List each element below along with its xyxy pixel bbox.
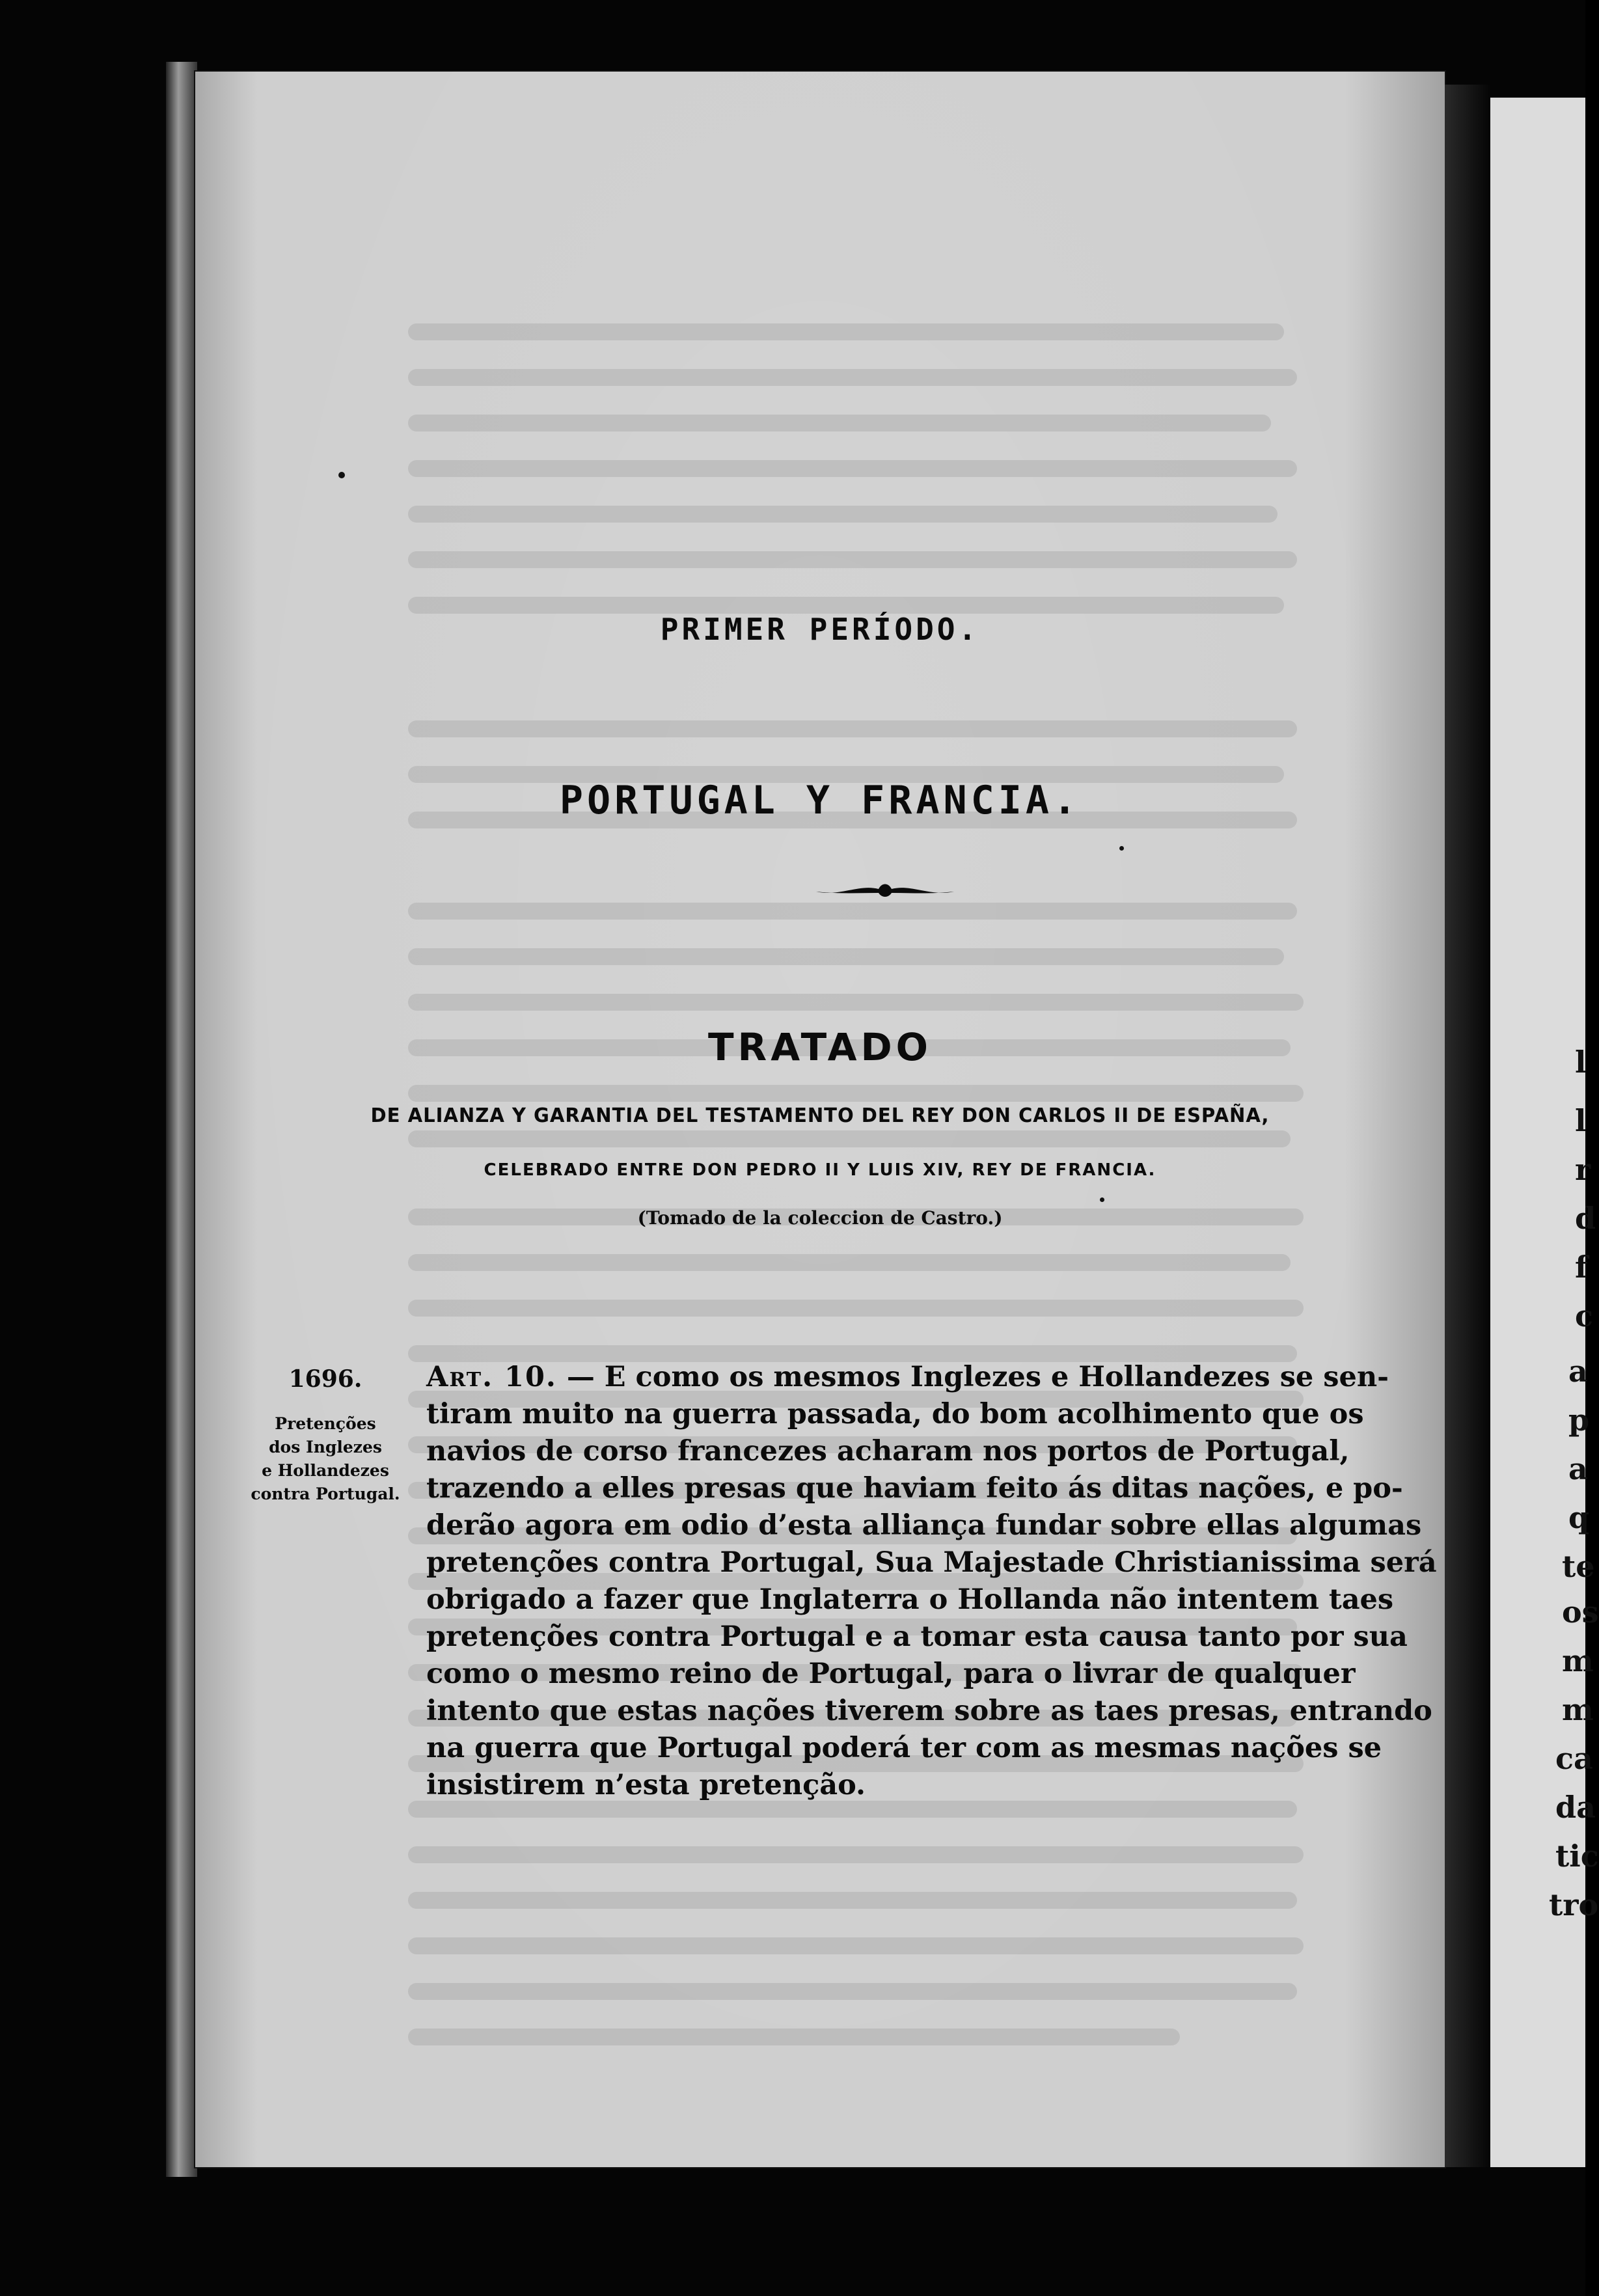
article-line: obrigado a fazer que Inglaterra o Hollanda não intentem taes: [426, 1583, 1394, 1616]
facing-page-fragment: q: [1568, 1500, 1590, 1535]
facing-page-fragment: os: [1562, 1594, 1599, 1630]
facing-page-fragment: f: [1575, 1250, 1588, 1285]
ornament-divider-icon: [813, 877, 957, 903]
facing-page-fragment: a: [1568, 1451, 1588, 1486]
margin-note: [241, 1412, 410, 1506]
facing-page-fragment: da: [1555, 1790, 1596, 1825]
scan-speck: [1119, 846, 1124, 851]
article-line: tiram muito na guerra passada, do bom acolhimento que os: [426, 1398, 1364, 1430]
article-first-line-text: — E como os mesmos Inglezes e Hollandezes se sen-: [556, 1361, 1389, 1393]
facing-page-fragment: p: [1568, 1402, 1590, 1438]
article-line: intento que estas nações tiverem sobre as taes presas, entrando: [426, 1695, 1432, 1727]
article-label: Art. 10.: [426, 1361, 557, 1393]
book-binding: [166, 62, 197, 2177]
facing-page-fragment: l: [1575, 1045, 1587, 1080]
article-text: [426, 1359, 1437, 1804]
margin-note-line: contra Portugal.: [251, 1484, 400, 1503]
margin-note-line: e Hollandezes: [262, 1461, 389, 1480]
article-line: pretenções contra Portugal e a tomar esta causa tanto por sua: [426, 1620, 1408, 1653]
scan-speck: [1100, 1197, 1104, 1202]
facing-page-fragment: a: [1568, 1354, 1588, 1389]
scan-speck: [338, 472, 345, 478]
article-line: como o mesmo reino de Portugal, para o livrar de qualquer: [426, 1658, 1356, 1690]
facing-page-fragment: tic: [1555, 1838, 1599, 1874]
facing-page-fragment: l: [1575, 1103, 1587, 1138]
facing-page-fragment: te: [1562, 1549, 1595, 1584]
facing-page-fragment: m: [1562, 1643, 1594, 1678]
page-gutter: [1445, 85, 1490, 2167]
period-heading: PRIMER PERÍODO.: [660, 612, 980, 647]
facing-page-fragment: c: [1575, 1298, 1594, 1333]
margin-note-line: Pretenções: [275, 1414, 376, 1433]
facing-page-fragment: tro: [1549, 1887, 1599, 1922]
article-line: trazendo a elles presas que haviam feito ás ditas nações, e po-: [426, 1472, 1403, 1505]
facing-page-fragment: ca: [1555, 1741, 1593, 1776]
treaty-subtitle-parties: CELEBRADO ENTRE DON PEDRO II Y LUIS XIV, REY DE FRANCIA.: [484, 1160, 1156, 1180]
article-line: na guerra que Portugal poderá ter com as mesmas nações se: [426, 1732, 1382, 1764]
facing-page: [1490, 98, 1599, 2167]
treaty-subtitle: DE ALIANZA Y GARANTIA DEL TESTAMENTO DEL REY DON CARLOS II DE ESPAÑA,: [370, 1104, 1270, 1127]
facing-page-fragment: r: [1575, 1152, 1591, 1187]
margin-year: 1696.: [288, 1365, 362, 1393]
facing-page-fragment: d: [1575, 1201, 1596, 1236]
source-note: (Tomado de la coleccion de Castro.): [637, 1207, 1003, 1229]
section-title: PORTUGAL Y FRANCIA.: [559, 778, 1081, 823]
margin-note-line: dos Inglezes: [269, 1438, 382, 1456]
article-line: derão agora em odio d’esta alliança fundar sobre ellas algumas: [426, 1509, 1422, 1542]
article-line: navios de corso francezes acharam nos portos de Portugal,: [426, 1435, 1350, 1468]
article-line: pretenções contra Portugal, Sua Majestade Christianissima será: [426, 1546, 1437, 1579]
facing-page-fragment: m: [1562, 1692, 1594, 1727]
treaty-title: TRATADO: [707, 1025, 932, 1069]
article-line: insistirem n’esta pretenção.: [426, 1769, 866, 1801]
article-line: [426, 1359, 1389, 1396]
